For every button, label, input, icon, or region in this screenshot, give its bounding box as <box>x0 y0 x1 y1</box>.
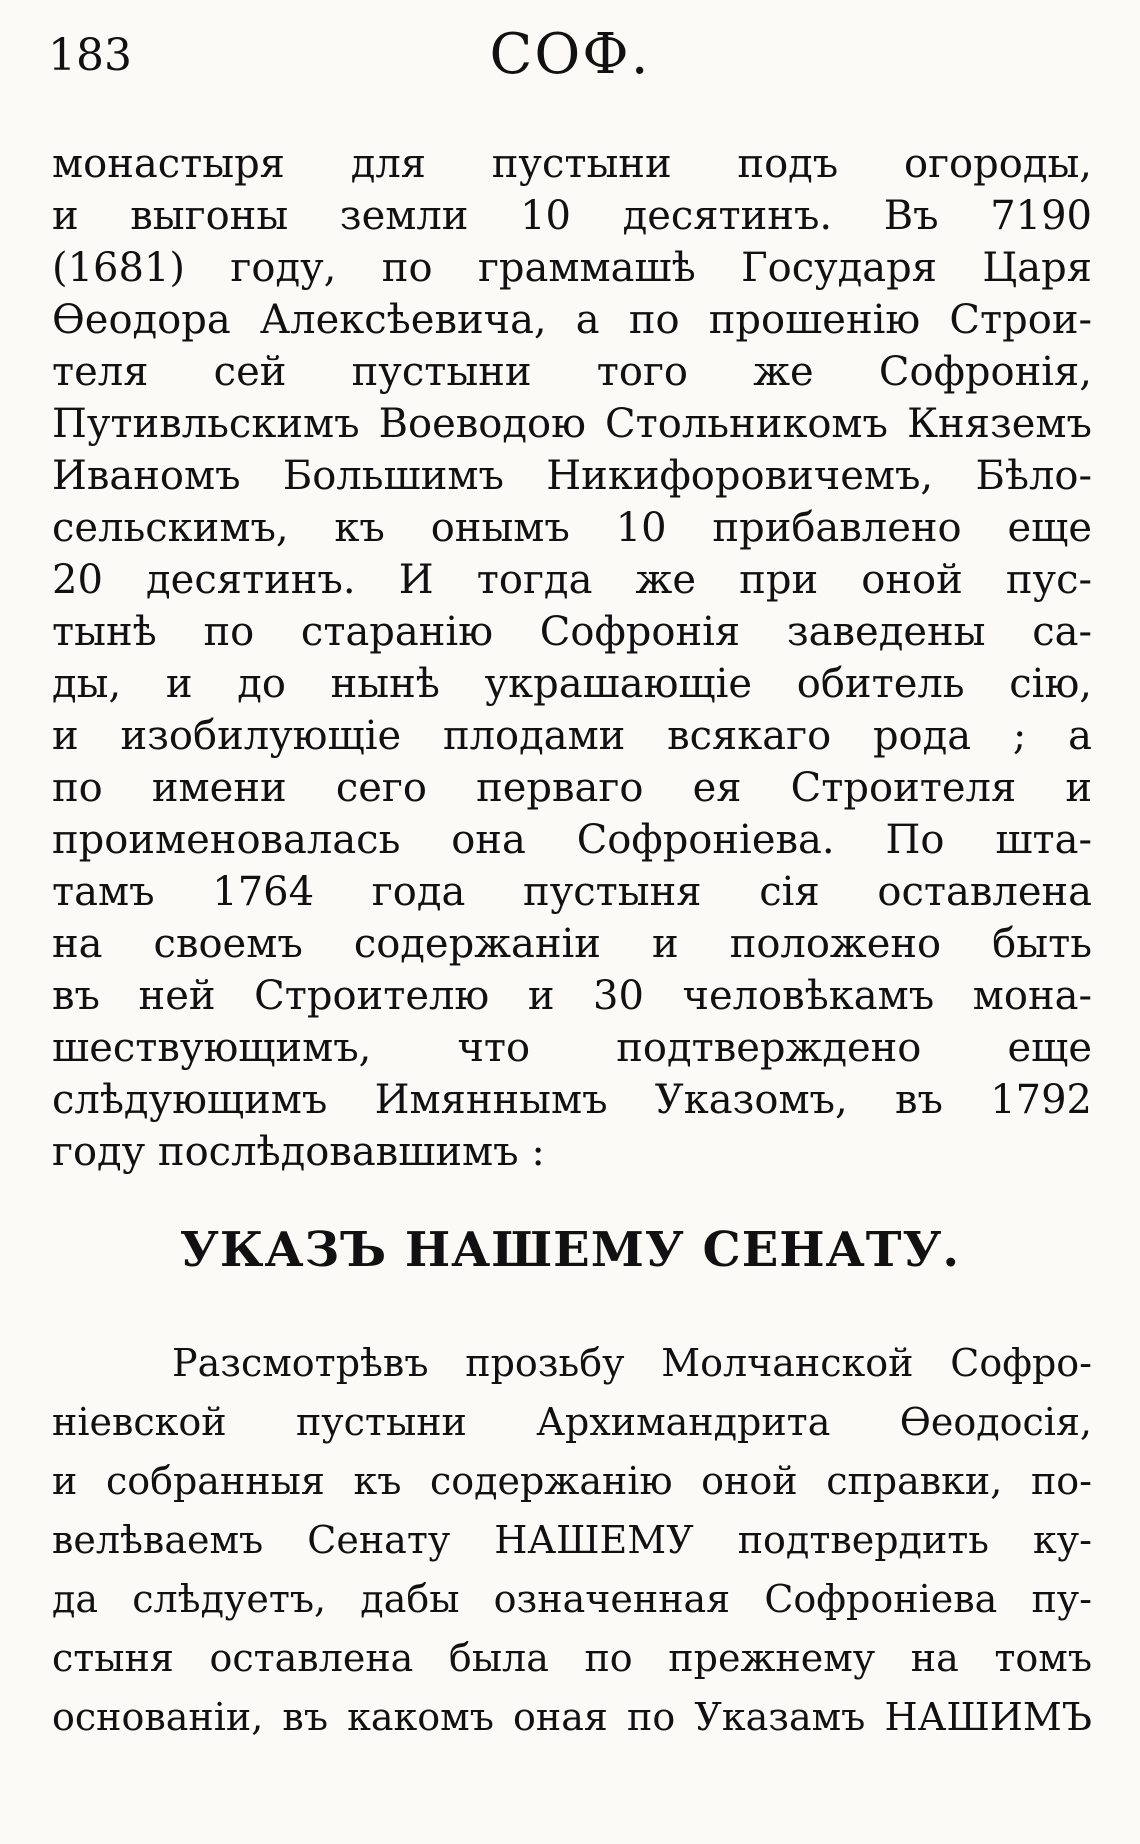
text-line: 20 десятинъ. И тогда же при оной пус- <box>52 557 1092 603</box>
text-line: проименовалась она Софроніева. По шта- <box>52 817 1092 863</box>
text-line: въ ней Строителю и 30 человѣкамъ мона- <box>52 973 1092 1019</box>
text-line: Иваномъ Большимъ Никифоровичемъ, Бѣло- <box>52 453 1092 499</box>
text-line: Разсмотрѣвъ прозьбу Молчанской Софро- <box>172 1341 1092 1385</box>
text-line: ды, и до нынѣ украшающіе обитель сію, <box>52 661 1092 707</box>
text-line: году послѣдовавшимъ : <box>52 1129 545 1175</box>
text-line: сельскимъ, къ онымъ 10 прибавлено еще <box>52 505 1092 551</box>
text-line: основаніи, въ какомъ оная по Указамъ НАШИМЪ <box>52 1695 1092 1739</box>
text-line: на своемъ содержаніи и положено быть <box>52 921 1092 967</box>
text-line: и собранныя къ содержанію оной справки, по- <box>52 1459 1092 1503</box>
text-line: велѣваемъ Сенату НАШЕМУ подтвердить ку- <box>52 1518 1092 1562</box>
page-header <box>48 22 1092 102</box>
running-head: СОФ. <box>489 22 651 87</box>
text-line: шествующимъ, что подтверждено еще <box>52 1025 1092 1071</box>
text-line: теля сей пустыни того же Софронія, <box>52 349 1092 395</box>
text-line: ніевской пустыни Архимандрита Ѳеодосія, <box>52 1400 1092 1444</box>
text-line: тамъ 1764 года пустыня сія оставлена <box>52 869 1092 915</box>
text-line: монастыря для пустыни подъ огороды, <box>52 141 1092 187</box>
text-line: тынѣ по старанію Софронія заведены са- <box>52 609 1092 655</box>
text-line: стыня оставлена была по прежнему на томъ <box>52 1636 1092 1680</box>
text-line: и изобилующіе плодами всякаго рода ; а <box>52 713 1092 759</box>
text-line: да слѣдуетъ, дабы означенная Софроніева пу- <box>52 1577 1092 1621</box>
body-text <box>52 138 1092 1178</box>
text-line: и выгоны земли 10 десятинъ. Въ 7190 <box>52 193 1092 239</box>
text-line: по имени сего перваго ея Строителя и <box>52 765 1092 811</box>
decree-text <box>52 1334 1092 1747</box>
text-line: Ѳеодора Алексѣевича, а по прошенію Строи- <box>52 297 1092 343</box>
text-line: (1681) году, по граммашѣ Государя Царя <box>52 245 1092 291</box>
decree-heading: УКАЗЪ НАШЕМУ СЕНАТУ. <box>179 1222 961 1278</box>
page-number: 183 <box>48 30 132 81</box>
text-line: слѣдующимъ Имяннымъ Указомъ, въ 1792 <box>52 1077 1092 1123</box>
text-line: Путивльскимъ Воеводою Стольникомъ Княземъ <box>52 401 1092 447</box>
